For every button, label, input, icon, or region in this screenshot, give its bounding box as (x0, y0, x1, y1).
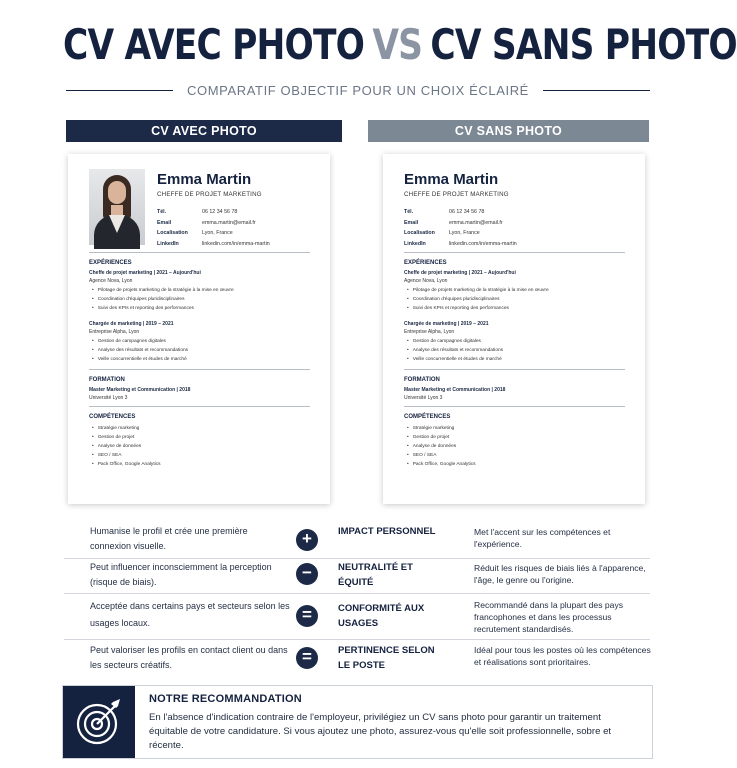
list-item: • Analyse des résultats et recommandations (92, 346, 310, 355)
with-photo-text: Peut valoriser les profils en contact client ou dans les secteurs créatifs. (90, 645, 288, 670)
comparison-row (58, 643, 652, 675)
section-experiences: EXPÉRIENCES (89, 260, 132, 266)
criterion-label: NEUTRALITÉ ET ÉQUITÉ (338, 562, 413, 588)
contact-value: linkedin.com/in/emma-martin (449, 240, 517, 247)
list-item: • Analyse de données (92, 442, 310, 451)
contact-value: 06 12 34 56 78 (449, 209, 485, 215)
cv-role: CHEFFE DE PROJET MARKETING (157, 191, 262, 198)
row-divider (64, 639, 650, 640)
contact-key: Tél. (404, 209, 414, 215)
divider-right (543, 90, 650, 91)
list-item: • Coordination d'équipes pluridisciplinaires (407, 295, 625, 304)
divider-left (66, 90, 173, 91)
list-item: • Gestion de projet (407, 433, 625, 442)
section-formation: FORMATION (404, 377, 440, 383)
list-item: • Gestion de campagnes digitales (407, 337, 625, 346)
criterion-label: CONFORMITÉ AUX USAGES (338, 603, 425, 629)
list-item: • Stratégie marketing (407, 424, 625, 433)
page-title (63, 20, 737, 69)
list-item: • Gestion de campagnes digitales (92, 337, 310, 346)
contact-key: Localisation (404, 230, 435, 236)
cv-with-photo (68, 154, 330, 504)
list-item: • SEO / SEA (407, 451, 625, 460)
contact-key: Email (404, 219, 419, 226)
formation-org: Université Lyon 3 (89, 395, 128, 401)
list-item: • Analyse de données (407, 442, 625, 451)
column-header-with-photo: CV AVEC PHOTO (66, 120, 342, 142)
without-photo-text: Réduit les risques de biais liés à l'apparence, l'âge, le genre ou l'origine. (474, 563, 646, 585)
contact-key: LinkedIn (157, 240, 179, 247)
cv-name: Emma Martin (404, 171, 499, 188)
list-item: • Gestion de projet (92, 433, 310, 442)
job-title: Cheffe de projet marketing | 2021 – Aujourd'hui (89, 270, 201, 276)
profile-photo (89, 169, 145, 245)
cv-contacts (404, 207, 625, 249)
without-photo-text: Recommandé dans la plupart des pays francophones et dans les processus recrutement standardisés. (474, 600, 624, 634)
section-formation: FORMATION (89, 377, 125, 383)
formation-title: Master Marketing et Communication | 2018 (89, 387, 191, 393)
contact-value: Lyon, France (202, 230, 233, 236)
contact-key: LinkedIn (404, 240, 426, 247)
title-right: CV SANS PHOTO (430, 20, 737, 69)
title-vs: VS (372, 20, 423, 69)
list-item: • Veille concurrentielle et études de marché (407, 355, 625, 364)
list-item: • Pack Office, Google Analytics (92, 460, 310, 469)
minus-icon: − (296, 563, 318, 585)
contact-key: Tél. (157, 209, 167, 215)
job-org: Entreprise Alpha, Lyon (404, 329, 455, 335)
contact-value: Lyon, France (449, 230, 480, 236)
subtitle-row (66, 80, 650, 100)
equals-icon: = (296, 605, 318, 627)
with-photo-text: Peut influencer inconsciemment la perception (risque de biais). (90, 562, 272, 587)
cv-contacts (157, 207, 310, 249)
with-photo-text: Acceptée dans certains pays et secteurs selon les usages locaux. (90, 601, 290, 628)
job-org: Entreprise Alpha, Lyon (89, 329, 140, 335)
target-icon (63, 686, 135, 758)
title-left: CV AVEC PHOTO (63, 20, 365, 69)
contact-value: emma.martin@email.fr (202, 219, 256, 226)
job-title: Chargée de marketing | 2019 – 2021 (89, 321, 174, 327)
row-divider (64, 593, 650, 594)
cv-name: Emma Martin (157, 171, 252, 188)
list-item: • Analyse des résultats et recommandations (407, 346, 625, 355)
job-title: Chargée de marketing | 2019 – 2021 (404, 321, 489, 327)
comparison-table (58, 517, 652, 677)
equals-icon: = (296, 647, 318, 669)
list-item: • Coordination d'équipes pluridisciplinaires (92, 295, 310, 304)
contact-value: 06 12 34 56 78 (202, 209, 238, 215)
contact-key: Email (157, 219, 172, 226)
list-item: • Stratégie marketing (92, 424, 310, 433)
list-item: • Veille concurrentielle et études de marché (92, 355, 310, 364)
column-header-without-photo: CV SANS PHOTO (368, 120, 649, 142)
list-item: • Suivi des KPIs et reporting des performances (92, 304, 310, 313)
comparison-row (58, 561, 652, 591)
formation-title: Master Marketing et Communication | 2018 (404, 387, 506, 393)
with-photo-text: Humanise le profil et crée une première connexion visuelle. (90, 526, 248, 551)
cv-without-photo (383, 154, 645, 504)
recommendation-text: En l'absence d'indication contraire de l'employeur, privilégiez un CV sans photo pour garantir un traitement équitable de votre candidature. Si vous ajoutez une photo, assurez-vous qu'elle soit professionnelle, sobre et récente. (149, 712, 612, 751)
list-item: • Pilotage de projets marketing de la stratégie à la mise en œuvre (92, 286, 310, 295)
cv-role: CHEFFE DE PROJET MARKETING (404, 191, 509, 198)
comparison-row (58, 525, 652, 555)
recommendation-box (62, 685, 653, 759)
list-item: • Pack Office, Google Analytics (407, 460, 625, 469)
section-skills: COMPÉTENCES (404, 414, 451, 420)
comparison-row (58, 597, 652, 637)
contact-value: emma.martin@email.fr (449, 219, 503, 226)
section-skills: COMPÉTENCES (89, 414, 136, 420)
subtitle: COMPARATIF OBJECTIF POUR UN CHOIX ÉCLAIRÉ (187, 82, 529, 98)
contact-value: linkedin.com/in/emma-martin (202, 240, 270, 247)
list-item: • Pilotage de projets marketing de la stratégie à la mise en œuvre (407, 286, 625, 295)
job-org: Agence Nova, Lyon (89, 278, 133, 284)
criterion-label: IMPACT PERSONNEL (338, 526, 436, 537)
recommendation-title: NOTRE RECOMMANDATION (149, 693, 302, 705)
plus-icon: + (296, 529, 318, 551)
without-photo-text: Idéal pour tous les postes où les compétences et réalisations sont prioritaires. (474, 645, 651, 667)
criterion-label: PERTINENCE SELON LE POSTE (338, 645, 435, 671)
contact-key: Localisation (157, 230, 188, 236)
without-photo-text: Met l'accent sur les compétences et l'expérience. (474, 527, 611, 549)
job-title: Cheffe de projet marketing | 2021 – Aujourd'hui (404, 270, 516, 276)
list-item: • SEO / SEA (92, 451, 310, 460)
section-experiences: EXPÉRIENCES (404, 260, 447, 266)
formation-org: Université Lyon 3 (404, 395, 443, 401)
row-divider (64, 558, 650, 559)
job-org: Agence Nova, Lyon (404, 278, 448, 284)
list-item: • Suivi des KPIs et reporting des performances (407, 304, 625, 313)
